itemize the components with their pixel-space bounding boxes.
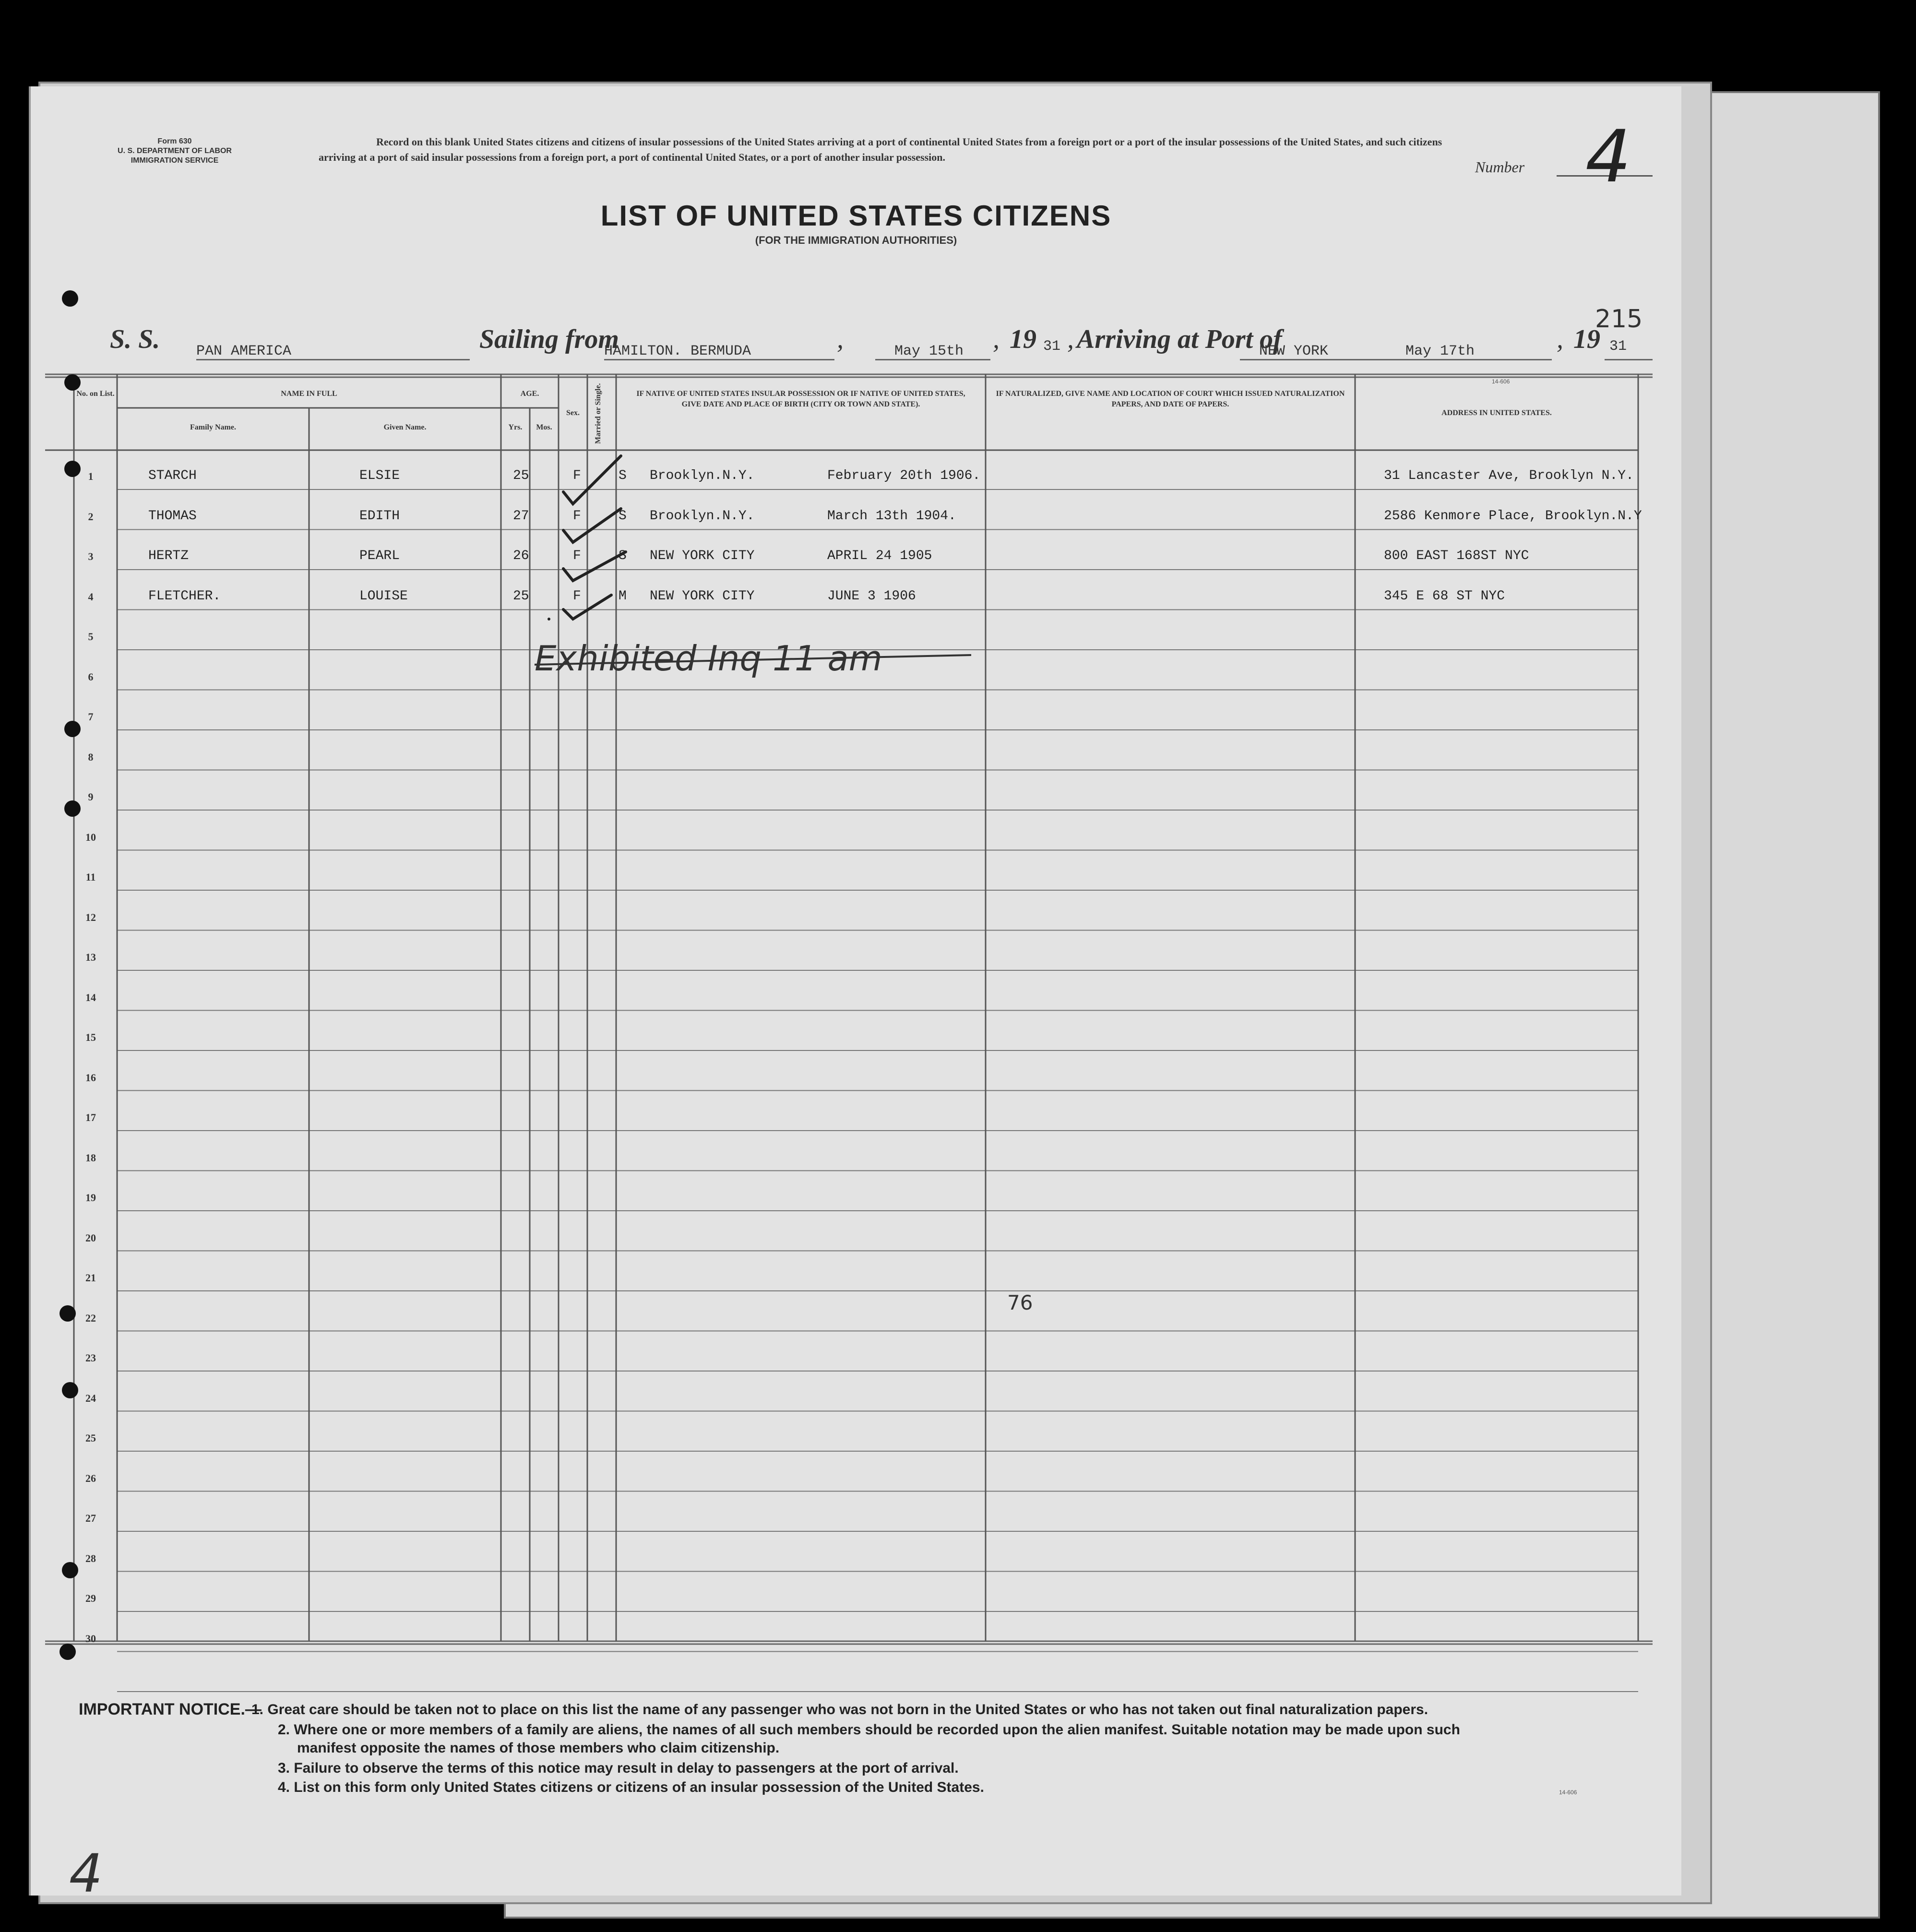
year-prefix: 19 — [1573, 324, 1600, 354]
row-number: 20 — [85, 1231, 96, 1244]
department: U. S. DEPARTMENT OF LABOR — [118, 147, 232, 155]
manifest-form — [29, 86, 1681, 1904]
notice-item-4: 4. List on this form only United States citizens or citizens of an insular possession of the United States. — [278, 1779, 984, 1795]
given-name-cell: ELSIE — [359, 468, 400, 483]
page-title: LIST OF UNITED STATES CITIZENS — [600, 200, 1112, 232]
row-number: 21 — [85, 1272, 96, 1284]
punch-hole — [60, 1644, 76, 1660]
marital-status-cell: M — [619, 588, 627, 604]
departure-year: 31 — [1043, 338, 1061, 355]
notice-item-2: 2. Where one or more members of a family are aliens, the names of all such members should be recorded upon the alien manifest. Suitable notation may be made upon such — [278, 1722, 1460, 1738]
marital-status-cell: S — [619, 549, 627, 563]
given-name-cell: EDITH — [359, 508, 400, 524]
arriving-label: Arriving at Port of — [1077, 324, 1282, 354]
row-number: 24 — [85, 1392, 96, 1404]
family-name-cell: HERTZ — [148, 549, 189, 563]
ship-name: PAN AMERICA — [196, 343, 292, 359]
notice-item-1: 1. Great care should be taken not to place on this list the name of any passenger who was not born in the United States or who has not taken out final naturalization papers. — [251, 1702, 1428, 1717]
birthdate-cell: March 13th 1904. — [827, 508, 956, 524]
col-yrs-header: Yrs. — [508, 423, 523, 431]
margin-mark: 76 — [1007, 1291, 1033, 1314]
punch-hole — [64, 461, 81, 477]
page-reference: 215 — [1595, 305, 1643, 334]
row-number: 30 — [85, 1632, 96, 1645]
sailing-from: HAMILTON. BERMUDA — [604, 343, 751, 359]
arrival-year: 31 — [1609, 338, 1627, 355]
number-label: Number — [1475, 158, 1525, 176]
col-name-header: NAME IN FULL — [281, 390, 337, 398]
birthdate-cell: February 20th 1906. — [827, 468, 981, 483]
birthdate-cell: APRIL 24 1905 — [827, 549, 932, 563]
age-cell: 25 — [513, 588, 529, 604]
punch-hole — [62, 290, 78, 307]
family-name-cell: FLETCHER. — [148, 588, 221, 604]
birthplace-cell: Brooklyn.N.Y. — [650, 508, 755, 524]
col-given-header: Given Name. — [383, 423, 427, 431]
punch-hole — [62, 1562, 78, 1578]
row-number: 27 — [85, 1512, 96, 1524]
col-address-header: ADDRESS IN UNITED STATES. — [1441, 409, 1552, 417]
address-cell: 800 EAST 168ST NYC — [1384, 549, 1529, 563]
row-number: 18 — [85, 1151, 96, 1164]
form-number: Form 630 — [157, 137, 192, 145]
comma: , — [993, 324, 1000, 354]
punch-hole — [60, 1305, 76, 1322]
birthdate-cell: JUNE 3 1906 — [827, 588, 916, 604]
row-number: 2 — [88, 510, 94, 523]
departure-date: May 15th — [894, 343, 964, 359]
given-name-cell: LOUISE — [359, 588, 408, 604]
age-cell: 27 — [513, 508, 529, 524]
arrival-date: May 17th — [1405, 343, 1475, 359]
print-code: 14-606 — [1492, 378, 1510, 385]
sex-cell: F — [573, 468, 581, 483]
sailing-label: Sailing from — [479, 324, 619, 354]
punch-hole — [64, 800, 81, 817]
age-cell: 25 — [513, 468, 529, 483]
row-number: 1 — [88, 470, 94, 482]
family-name-cell: STARCH — [148, 468, 197, 483]
col-mos-header: Mos. — [536, 423, 552, 431]
year-prefix: 19 — [1010, 324, 1036, 354]
col-native-header: IF NATIVE OF UNITED STATES INSULAR POSSESSION OR IF NATIVE OF UNITED STATES, GIVE DATE AND PLACE OF BIRTH (CITY OR TOWN AND STATE). — [636, 390, 965, 408]
punch-hole — [62, 1382, 78, 1398]
row-number: 16 — [85, 1071, 96, 1084]
row-number: 19 — [85, 1192, 96, 1204]
row-number: 22 — [85, 1312, 96, 1324]
row-number: 8 — [88, 751, 94, 763]
row-number: 23 — [85, 1352, 96, 1364]
row-number: 7 — [88, 711, 94, 723]
row-number: 12 — [85, 911, 96, 923]
address-cell: 2586 Kenmore Place, Brooklyn.N.Y — [1384, 508, 1642, 524]
row-number: 28 — [85, 1552, 96, 1564]
given-name-cell: PEARL — [359, 549, 400, 563]
birthplace-cell: NEW YORK CITY — [650, 549, 755, 563]
handwriting-layer — [31, 86, 1681, 1896]
comma: , — [837, 324, 844, 354]
ss-label: S. S. — [110, 324, 160, 354]
row-number: 13 — [85, 951, 96, 963]
service: IMMIGRATION SERVICE — [131, 156, 219, 165]
address-cell: 345 E 68 ST NYC — [1384, 588, 1505, 604]
row-number: 17 — [85, 1111, 96, 1123]
notice-title: IMPORTANT NOTICE.— — [79, 1700, 262, 1718]
col-no-header: No. on List. — [76, 390, 115, 398]
col-naturalized-header: IF NATURALIZED, GIVE NAME AND LOCATION OF COURT WHICH ISSUED NATURALIZATION PAPERS, AND DATE OF PAPERS. — [996, 390, 1345, 408]
row-number: 3 — [88, 550, 94, 562]
row-number: 5 — [88, 631, 94, 643]
col-family-header: Family Name. — [190, 423, 236, 431]
notice-item-3: 3. Failure to observe the terms of this notice may result in delay to passengers at the port of arrival. — [278, 1760, 959, 1776]
sex-cell: F — [573, 588, 581, 604]
marital-status-cell: S — [619, 468, 627, 483]
punch-hole — [64, 374, 81, 391]
corner-mark: 4 — [69, 1843, 103, 1904]
instructions: Record on this blank United States citizens and citizens of insular possessions of the United States arriving at a port of continental United States from a foreign port or a port of the insular possessions of the United States, and such citizens arriving at a port of said insular possessions from a foreign port, a port of continental United States, or a port of another insular possession. — [319, 136, 1442, 163]
row-number: 9 — [88, 791, 94, 803]
page-subtitle: (FOR THE IMMIGRATION AUTHORITIES) — [755, 234, 957, 246]
row-number: 11 — [85, 871, 96, 883]
age-cell: 26 — [513, 549, 529, 563]
row-number: 4 — [88, 590, 94, 603]
print-code-footer: 14-606 — [1559, 1789, 1577, 1796]
address-cell: 31 Lancaster Ave, Brooklyn N.Y. — [1384, 468, 1634, 483]
col-sex-header: Sex. — [566, 409, 580, 417]
arrival-port: NEW YORK — [1259, 343, 1329, 359]
row-number: 26 — [85, 1472, 96, 1484]
sex-cell: F — [573, 549, 581, 563]
marital-status-cell: S — [619, 508, 627, 524]
row-number: 14 — [85, 991, 96, 1003]
punch-hole — [64, 721, 81, 737]
comma: , — [1557, 324, 1563, 354]
row-number: 6 — [88, 670, 94, 683]
comma: , — [1067, 324, 1074, 354]
sex-cell: F — [573, 508, 581, 524]
row-number: 10 — [85, 831, 96, 843]
row-number: 15 — [85, 1031, 96, 1043]
birthplace-cell: Brooklyn.N.Y. — [650, 468, 755, 483]
family-name-cell: THOMAS — [148, 508, 197, 524]
col-married-header: Married or Single. — [594, 383, 602, 444]
birthplace-cell: NEW YORK CITY — [650, 588, 755, 604]
col-age-header: AGE. — [520, 390, 539, 398]
handwritten-note: Exhibited Inq 11 am — [535, 638, 882, 679]
notice-item-2-cont: manifest opposite the names of those members who claim citizenship. — [297, 1740, 780, 1756]
row-number: 25 — [85, 1432, 96, 1444]
list-number: 4 — [1585, 115, 1631, 199]
row-number: 29 — [85, 1592, 96, 1604]
